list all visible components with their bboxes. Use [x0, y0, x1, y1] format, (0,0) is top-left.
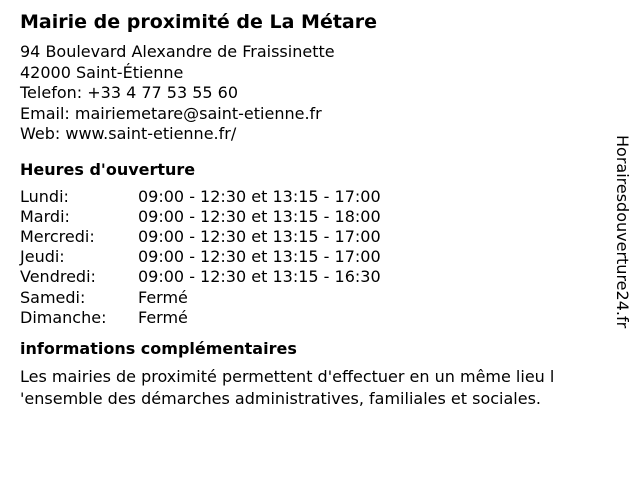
- hours-time: 09:00 - 12:30 et 13:15 - 17:00: [138, 247, 381, 267]
- hours-row-mardi: [20, 207, 600, 227]
- hours-day: Mercredi:: [20, 226, 95, 246]
- hours-time: 09:00 - 12:30 et 13:15 - 17:00: [138, 226, 381, 246]
- hours-day: Dimanche:: [20, 307, 107, 327]
- address-phone: Telefon: +33 4 77 53 55 60: [20, 83, 239, 102]
- hours-row-samedi: [20, 288, 600, 308]
- hours-title: Heures d'ouverture: [20, 159, 196, 179]
- address-street: 94 Boulevard Alexandre de Fraissinette: [20, 42, 335, 61]
- hours-day: Samedi:: [20, 287, 86, 307]
- hours-time: 09:00 - 12:30 et 13:15 - 16:30: [138, 267, 381, 287]
- hours-row-dimanche: [20, 308, 600, 328]
- hours-time: 09:00 - 12:30 et 13:15 - 18:00: [138, 206, 381, 226]
- address-email: Email: mairiemetare@saint-etienne.fr: [20, 103, 322, 123]
- hours-row-lundi: [20, 187, 600, 207]
- hours-time: Fermé: [138, 287, 188, 307]
- info-text: Les mairies de proximité permettent d'effectuer en un même lieu l 'ensemble des démarches administratives, familiales et sociales.: [20, 366, 555, 408]
- hours-day: Vendredi:: [20, 267, 96, 287]
- address-block: [20, 42, 600, 145]
- address-city: 42000 Saint-Étienne: [20, 62, 184, 82]
- hours-time: 09:00 - 12:30 et 13:15 - 17:00: [138, 186, 381, 206]
- hours-row-jeudi: [20, 247, 600, 267]
- hours-day: Jeudi:: [20, 247, 65, 267]
- hours-row-mercredi: [20, 227, 600, 247]
- hours-time: Fermé: [138, 307, 188, 327]
- watermark: Horairesdouverture24.fr: [613, 135, 632, 329]
- hours-table: [20, 187, 600, 328]
- hours-day: Lundi:: [20, 186, 69, 206]
- info-title: informations complémentaires: [20, 338, 297, 358]
- hours-day: Mardi:: [20, 206, 70, 226]
- page-title: Mairie de proximité de La Métare: [20, 11, 378, 33]
- hours-row-vendredi: [20, 267, 600, 287]
- content: [20, 8, 600, 410]
- address-web: Web: www.saint-etienne.fr/: [20, 124, 237, 143]
